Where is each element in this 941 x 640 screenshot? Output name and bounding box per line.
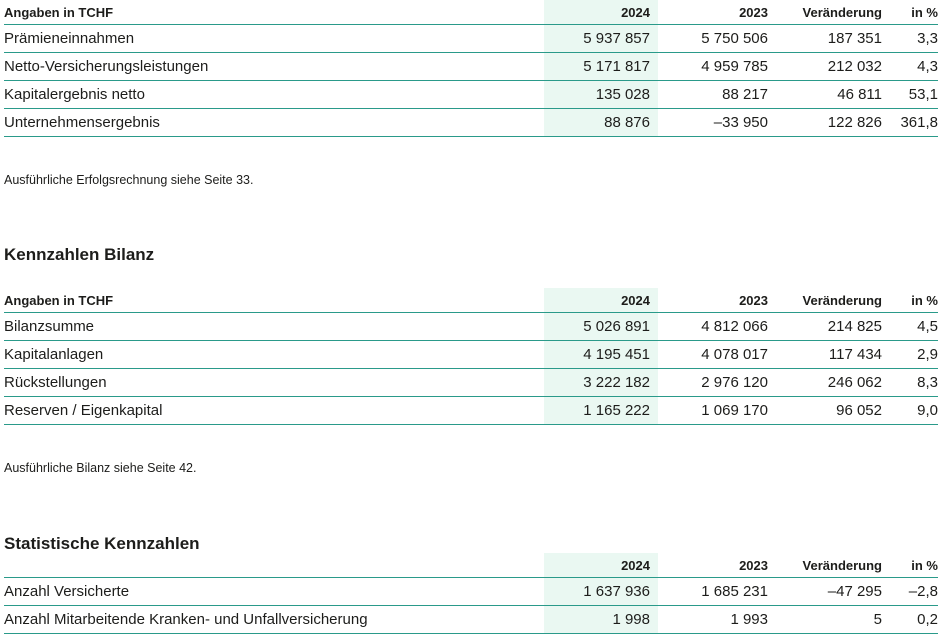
- cell-pct: 4,3: [886, 53, 938, 81]
- header-label: Angaben in TCHF: [4, 0, 544, 25]
- row-label: Unternehmensergebnis: [4, 109, 544, 137]
- header-2024: 2024: [544, 288, 658, 313]
- cell-2023: 4 812 066: [658, 313, 772, 341]
- cell-2023: 5 750 506: [658, 25, 772, 53]
- table-header-row: [4, 288, 938, 313]
- header-2024: 2024: [544, 553, 658, 578]
- cell-2023: 2 976 120: [658, 369, 772, 397]
- cell-2023: –33 950: [658, 109, 772, 137]
- cell-2024: 5 171 817: [544, 53, 658, 81]
- header-pct: in %: [886, 0, 938, 25]
- table-row: [4, 341, 938, 369]
- cell-pct: 53,1: [886, 81, 938, 109]
- table-row: [4, 369, 938, 397]
- cell-pct: 3,3: [886, 25, 938, 53]
- cell-2024: 1 637 936: [544, 578, 658, 606]
- table-row: [4, 606, 938, 634]
- header-change: Veränderung: [772, 288, 886, 313]
- cell-2024: 4 195 451: [544, 341, 658, 369]
- cell-change: 214 825: [772, 313, 886, 341]
- table-row: [4, 313, 938, 341]
- table-row: [4, 109, 938, 137]
- table-header-row: [4, 553, 938, 578]
- cell-2023: 4 959 785: [658, 53, 772, 81]
- cell-2023: 1 993: [658, 606, 772, 634]
- header-pct: in %: [886, 288, 938, 313]
- table-row: [4, 53, 938, 81]
- cell-change: 122 826: [772, 109, 886, 137]
- table-header-row: [4, 0, 938, 25]
- row-label: Anzahl Versicherte: [4, 578, 544, 606]
- stats-table: [4, 553, 938, 634]
- cell-change: –47 295: [772, 578, 886, 606]
- cell-2023: 1 685 231: [658, 578, 772, 606]
- cell-change: 187 351: [772, 25, 886, 53]
- header-2024: 2024: [544, 0, 658, 25]
- header-change: Veränderung: [772, 0, 886, 25]
- header-label: [4, 553, 544, 578]
- cell-change: 96 052: [772, 397, 886, 425]
- income-table-block: [4, 0, 938, 137]
- cell-change: 5: [772, 606, 886, 634]
- row-label: Rückstellungen: [4, 369, 544, 397]
- cell-2023: 88 217: [658, 81, 772, 109]
- stats-title: Statistische Kennzahlen: [4, 534, 200, 553]
- income-note: Ausführliche Erfolgsrechnung siehe Seite 33.: [4, 173, 254, 187]
- cell-2023: 4 078 017: [658, 341, 772, 369]
- header-2023: 2023: [658, 0, 772, 25]
- cell-pct: 4,5: [886, 313, 938, 341]
- cell-2024: 5 937 857: [544, 25, 658, 53]
- balance-table: [4, 288, 938, 425]
- cell-change: 46 811: [772, 81, 886, 109]
- row-label: Bilanzsumme: [4, 313, 544, 341]
- cell-pct: 9,0: [886, 397, 938, 425]
- balance-table-block: [4, 288, 938, 425]
- cell-2024: 3 222 182: [544, 369, 658, 397]
- balance-note: Ausführliche Bilanz siehe Seite 42.: [4, 461, 197, 475]
- header-2023: 2023: [658, 288, 772, 313]
- table-row: [4, 25, 938, 53]
- balance-title: Kennzahlen Bilanz: [4, 245, 155, 264]
- cell-2024: 1 998: [544, 606, 658, 634]
- header-label: Angaben in TCHF: [4, 288, 544, 313]
- cell-pct: 361,8: [886, 109, 938, 137]
- stats-table-block: [4, 553, 938, 634]
- table-row: [4, 397, 938, 425]
- cell-2023: 1 069 170: [658, 397, 772, 425]
- row-label: Anzahl Mitarbeitende Kranken- und Unfallversicherung: [4, 606, 544, 634]
- header-pct: in %: [886, 553, 938, 578]
- cell-2024: 1 165 222: [544, 397, 658, 425]
- cell-change: 246 062: [772, 369, 886, 397]
- row-label: Prämieneinnahmen: [4, 25, 544, 53]
- cell-pct: –2,8: [886, 578, 938, 606]
- header-2023: 2023: [658, 553, 772, 578]
- table-row: [4, 81, 938, 109]
- cell-pct: 0,2: [886, 606, 938, 634]
- cell-pct: 2,9: [886, 341, 938, 369]
- row-label: Reserven / Eigenkapital: [4, 397, 544, 425]
- row-label: Kapitalergebnis netto: [4, 81, 544, 109]
- row-label: Netto-Versicherungsleistungen: [4, 53, 544, 81]
- cell-2024: 135 028: [544, 81, 658, 109]
- cell-2024: 88 876: [544, 109, 658, 137]
- cell-change: 117 434: [772, 341, 886, 369]
- cell-pct: 8,3: [886, 369, 938, 397]
- income-table: [4, 0, 938, 137]
- row-label: Kapitalanlagen: [4, 341, 544, 369]
- table-row: [4, 578, 938, 606]
- header-change: Veränderung: [772, 553, 886, 578]
- cell-2024: 5 026 891: [544, 313, 658, 341]
- cell-change: 212 032: [772, 53, 886, 81]
